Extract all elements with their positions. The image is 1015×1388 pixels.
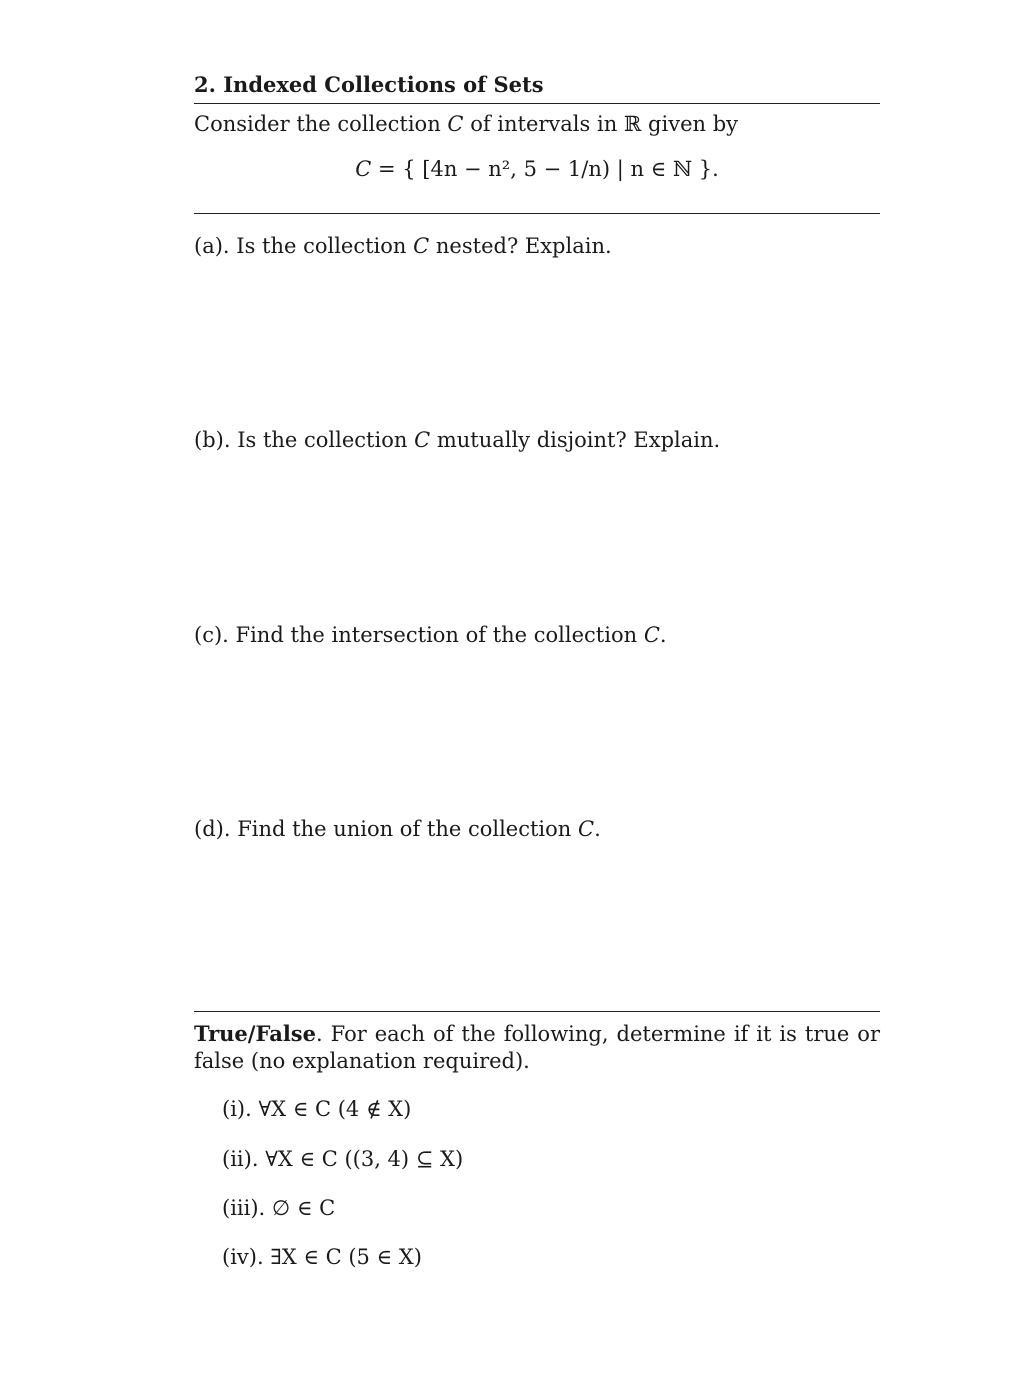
true-false-rule	[194, 1011, 880, 1012]
question-a-symbol: C	[413, 234, 430, 258]
question-b	[194, 428, 720, 452]
definition-formula: = { [4n − n², 5 − 1/n) | n ∈ ℕ }.	[377, 157, 719, 181]
true-false-instructions	[194, 1020, 880, 1075]
collection-symbol: C	[447, 112, 464, 136]
question-c-label: (c).	[194, 623, 229, 647]
tf-item-iv	[222, 1245, 422, 1269]
tf-item-iv-statement: ∃X ∈ C (5 ∈ X)	[270, 1245, 422, 1269]
definition-rule	[194, 213, 880, 214]
question-d-text-after: .	[594, 817, 601, 841]
intro-text-after: given by	[648, 112, 739, 136]
question-a	[194, 234, 612, 258]
tf-item-iv-label: (iv).	[222, 1245, 264, 1269]
question-b-symbol: C	[414, 428, 431, 452]
question-d-symbol: C	[578, 817, 595, 841]
question-a-text-before: Is the collection	[236, 234, 407, 258]
question-c-text-after: .	[659, 623, 667, 647]
heading-rule	[194, 103, 880, 104]
tf-item-ii-statement: ∀X ∈ C ((3, 4) ⊆ X)	[265, 1147, 464, 1171]
question-c-text-before: Find the intersection of the collection	[235, 623, 638, 647]
tf-item-iii-statement: ∅ ∈ C	[271, 1196, 336, 1220]
question-c-symbol: C	[643, 623, 660, 647]
tf-item-iii	[222, 1196, 335, 1220]
definition-collection-symbol: C	[355, 157, 372, 181]
tf-item-ii	[222, 1147, 463, 1171]
question-b-text-before: Is the collection	[237, 428, 408, 452]
collection-definition	[194, 157, 880, 181]
question-c	[194, 623, 667, 647]
question-a-label: (a).	[194, 234, 230, 258]
tf-item-iii-label: (iii).	[222, 1196, 266, 1220]
question-b-label: (b).	[194, 428, 231, 452]
true-false-title: True/False	[194, 1021, 316, 1046]
intro-text-before: Consider the collection	[194, 112, 441, 136]
intro-text-middle: of intervals in	[470, 112, 618, 136]
tf-item-i	[222, 1097, 411, 1121]
question-d-label: (d).	[194, 817, 231, 841]
section-heading: 2. Indexed Collections of Sets	[194, 72, 544, 97]
true-false-text: . For each of the following, determine if it is true or false (no explanation required).	[194, 1022, 880, 1073]
question-b-text-after: mutually disjoint? Explain.	[436, 428, 721, 452]
reals-symbol: ℝ	[623, 112, 642, 136]
tf-item-i-label: (i).	[222, 1097, 252, 1121]
question-d	[194, 817, 601, 841]
question-a-text-after: nested? Explain.	[435, 234, 612, 258]
intro-sentence	[194, 112, 738, 136]
tf-item-i-statement: ∀X ∈ C (4 ∉ X)	[258, 1097, 412, 1121]
worksheet-page	[194, 0, 880, 1388]
question-d-text-before: Find the union of the collection	[237, 817, 572, 841]
tf-item-ii-label: (ii).	[222, 1147, 259, 1171]
